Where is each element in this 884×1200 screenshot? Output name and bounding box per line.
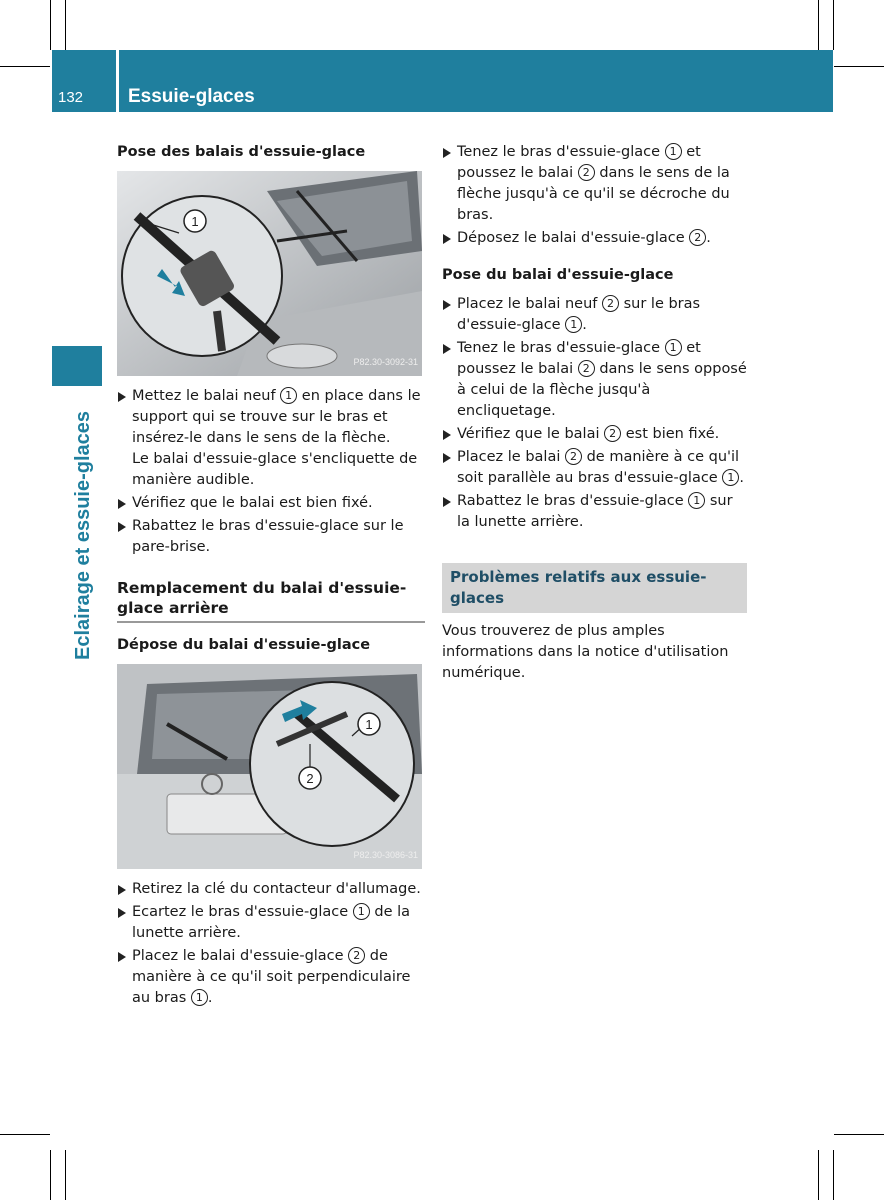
instruction-step: Retirez la clé du contacteur d'allumage. — [117, 879, 425, 900]
section-subheading: Pose du balai d'essuie-glace — [442, 267, 674, 283]
step-text: dans le sens opposé à celui de la flèche jusqu'à encliquetage. — [457, 361, 747, 419]
section-subheading: Dépose du balai d'essuie-glace — [117, 637, 371, 653]
section-subheading: Pose des balais d'essuie-glace — [117, 144, 366, 160]
step-note: Le balai d'essuie-glace s'encliquette de manière audible. — [132, 451, 418, 488]
instruction-step: Rabattez le bras d'essuie-glace sur le pare-brise. — [117, 516, 425, 558]
step-text: Placez le balai d'essuie-glace — [132, 948, 349, 964]
callout-marker: 1 — [665, 339, 682, 356]
section-heading: Remplacement du balai d'essuie-glace arrière — [117, 578, 425, 623]
step-text: sur la lunette arrière. — [457, 493, 733, 530]
step-text: de manière à ce qu'il soit parallèle au bras d'essuie-glace — [457, 449, 740, 486]
callout-2: 2 — [306, 771, 314, 786]
instruction-step — [442, 424, 750, 445]
callout-marker: 2 — [565, 448, 582, 465]
step-text: Placez le balai — [457, 449, 565, 465]
instruction-step — [442, 447, 750, 489]
step-text: . — [739, 470, 744, 486]
callout-1: 1 — [365, 717, 373, 732]
step-text: en place dans le support qui se trouve sur le bras et insérez-le dans le sens de la flèche. — [132, 388, 421, 446]
callout-marker: 2 — [578, 164, 595, 181]
problem-section-heading: Problèmes relatifs aux essuie-glaces — [442, 563, 747, 613]
crop-mark — [65, 1150, 66, 1200]
figure-code: P82.30-3092-31 — [353, 357, 418, 367]
step-text: est bien fixé. — [621, 426, 720, 442]
problem-text: Vous trouverez de plus amples informations dans la notice d'utilisation numérique. — [442, 623, 729, 681]
callout-marker: 2 — [602, 295, 619, 312]
crop-mark — [818, 1150, 819, 1200]
step-text: Ecartez le bras d'essuie-glace — [132, 904, 353, 920]
page-title: Essuie-glaces — [128, 86, 255, 107]
step-text: sur le bras d'essuie-glace — [457, 296, 701, 333]
step-text: . — [706, 230, 711, 246]
car-rear-illustration — [117, 664, 422, 869]
step-text: Vérifiez que le balai — [457, 426, 605, 442]
step-text: Tenez le bras d'essuie-glace — [457, 340, 665, 356]
callout-marker: 1 — [688, 492, 705, 509]
instruction-step — [442, 491, 750, 533]
step-text: et poussez le balai — [457, 340, 701, 377]
instruction-step: Vérifiez que le balai est bien fixé. — [117, 493, 425, 514]
callout-marker: 2 — [689, 229, 706, 246]
crop-mark — [0, 66, 50, 67]
step-text: Déposez le balai d'essuie-glace — [457, 230, 690, 246]
callout-marker: 1 — [665, 143, 682, 160]
callout-marker: 1 — [722, 469, 739, 486]
rear-wiper-figure — [117, 664, 422, 869]
crop-mark — [818, 0, 819, 50]
chapter-label: Eclairage et essuie-glaces — [72, 410, 94, 660]
car-windscreen-illustration — [117, 171, 422, 376]
crop-mark — [50, 0, 51, 50]
callout-marker: 1 — [565, 316, 582, 333]
callout-1: 1 — [191, 214, 199, 229]
page-header — [52, 50, 833, 112]
callout-marker: 1 — [280, 387, 297, 404]
step-text: Placez le balai neuf — [457, 296, 602, 312]
step-text: et poussez le balai — [457, 144, 701, 181]
callout-marker: 2 — [348, 947, 365, 964]
instruction-step — [117, 946, 425, 1009]
step-text: de la lunette arrière. — [132, 904, 411, 941]
crop-mark — [50, 1150, 51, 1200]
header-divider — [116, 50, 119, 112]
crop-mark — [834, 1134, 884, 1135]
step-text: Rabattez le bras d'essuie-glace — [457, 493, 689, 509]
instruction-step — [117, 386, 425, 491]
chapter-tab — [52, 346, 102, 386]
crop-mark — [65, 0, 66, 50]
instruction-step — [442, 338, 750, 422]
step-text: Mettez le balai neuf — [132, 388, 281, 404]
step-text: . — [207, 990, 213, 1006]
crop-mark — [0, 1134, 50, 1135]
step-text: Tenez le bras d'essuie-glace — [457, 144, 665, 160]
callout-marker: 2 — [578, 360, 595, 377]
callout-marker: 1 — [353, 903, 370, 920]
crop-mark — [834, 66, 884, 67]
instruction-step — [442, 142, 750, 226]
left-column — [117, 142, 425, 1011]
wiper-install-figure — [117, 171, 422, 376]
callout-marker: 1 — [191, 989, 208, 1006]
instruction-step — [442, 294, 750, 336]
right-column — [442, 142, 750, 684]
step-text: . — [582, 317, 587, 333]
crop-mark — [833, 1150, 834, 1200]
crop-mark — [833, 0, 834, 50]
step-text: de manière à ce qu'il soit perpendiculaire au bras — [132, 948, 411, 1006]
instruction-step — [442, 228, 750, 249]
callout-marker: 2 — [604, 425, 621, 442]
step-text: dans le sens de la flèche jusqu'à ce qu'il se décroche du bras. — [457, 165, 730, 223]
page-number: 132 — [58, 89, 84, 106]
instruction-step — [117, 902, 425, 944]
figure-code: P82.30-3086-31 — [353, 850, 418, 860]
